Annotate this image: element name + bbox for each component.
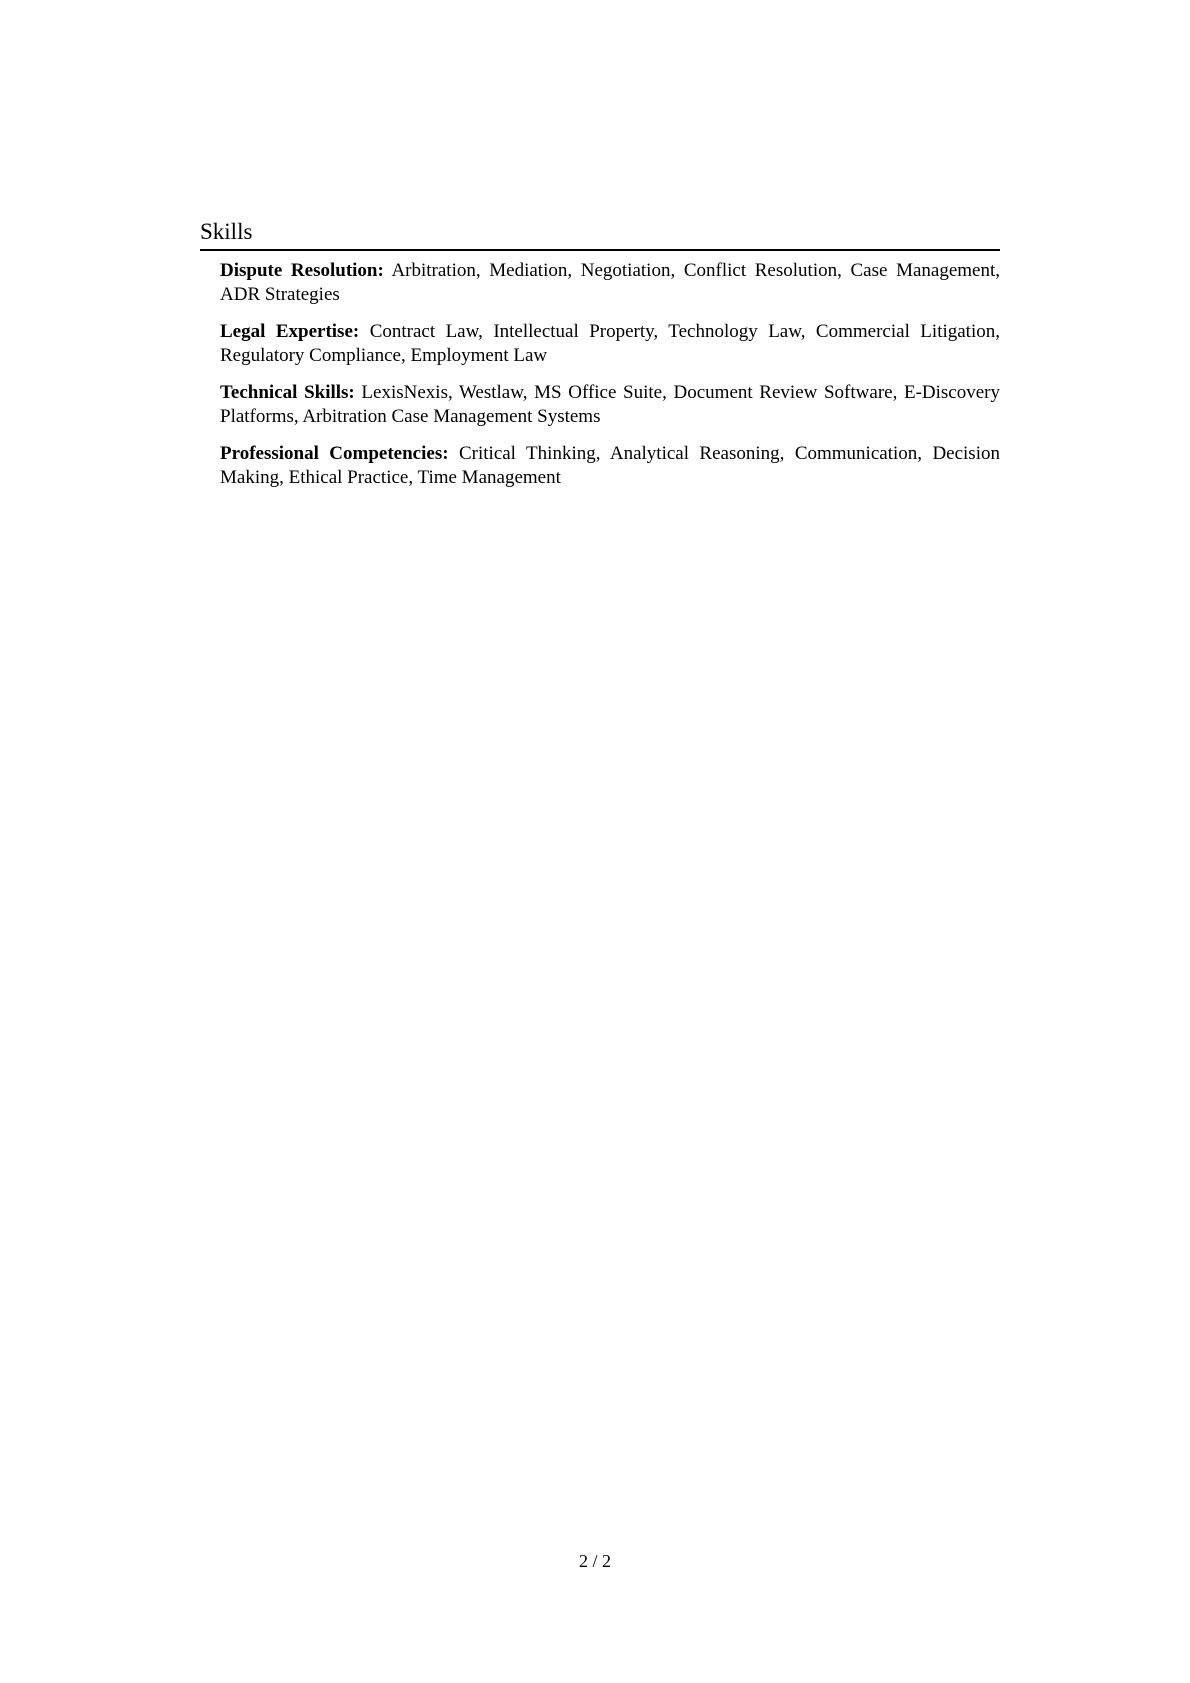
- skill-professional-competencies: [220, 442, 1000, 490]
- skill-value: LexisNexis, Westlaw, MS Office Suite, Document Review Software, E-Discovery Platforms, Arbitration Case Management Systems: [220, 382, 1000, 427]
- skill-value: Critical Thinking, Analytical Reasoning, Communication, Decision Making, Ethical Practice, Time Management: [220, 443, 1000, 488]
- skill-label: Legal Expertise:: [220, 321, 360, 342]
- skill-label: Professional Competencies:: [220, 443, 449, 464]
- skills-list: [220, 259, 1000, 490]
- skills-section: [200, 218, 1000, 503]
- skill-label: Dispute Resolution:: [220, 260, 384, 281]
- page-number: 2 / 2: [578, 1551, 611, 1571]
- section-title: Skills: [200, 218, 1000, 251]
- skill-dispute-resolution: [220, 259, 1000, 307]
- skill-value: Contract Law, Intellectual Property, Technology Law, Commercial Litigation, Regulatory Compliance, Employment Law: [220, 321, 1000, 366]
- skill-value: Arbitration, Mediation, Negotiation, Conflict Resolution, Case Management, ADR Strategies: [220, 260, 1001, 305]
- skill-technical-skills: [220, 381, 1000, 429]
- skill-label: Technical Skills:: [220, 382, 355, 403]
- skill-legal-expertise: [220, 320, 1000, 368]
